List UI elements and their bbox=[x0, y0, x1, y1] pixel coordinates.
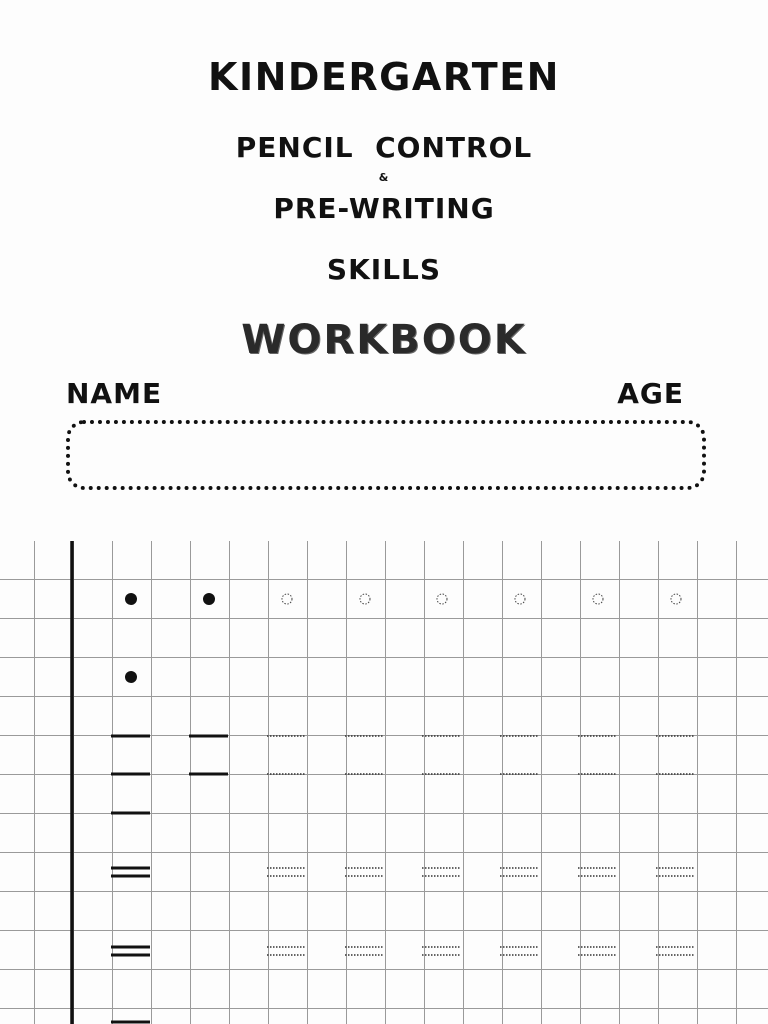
name-age-field[interactable] bbox=[66, 420, 706, 490]
example-dot bbox=[203, 593, 215, 605]
trace-dot bbox=[360, 594, 370, 604]
example-dot bbox=[125, 671, 137, 683]
trace-dot bbox=[282, 594, 292, 604]
trace-dot bbox=[593, 594, 603, 604]
name-label: NAME bbox=[66, 377, 163, 410]
trace-dot bbox=[671, 594, 681, 604]
trace-dot bbox=[515, 594, 525, 604]
subtitle-pencil-control: PENCIL CONTROL bbox=[235, 131, 533, 164]
tracing-grid bbox=[0, 541, 768, 1024]
subtitle-ampersand: & bbox=[378, 171, 390, 184]
example-dot bbox=[125, 593, 137, 605]
subtitle-pre-writing: PRE-WRITING bbox=[273, 192, 495, 225]
subtitle-skills: SKILLS bbox=[326, 253, 442, 286]
trace-dot bbox=[437, 594, 447, 604]
page-title: KINDERGARTEN bbox=[208, 55, 560, 99]
age-label: AGE bbox=[617, 377, 684, 410]
workbook-heading: WORKBOOK bbox=[241, 317, 527, 363]
